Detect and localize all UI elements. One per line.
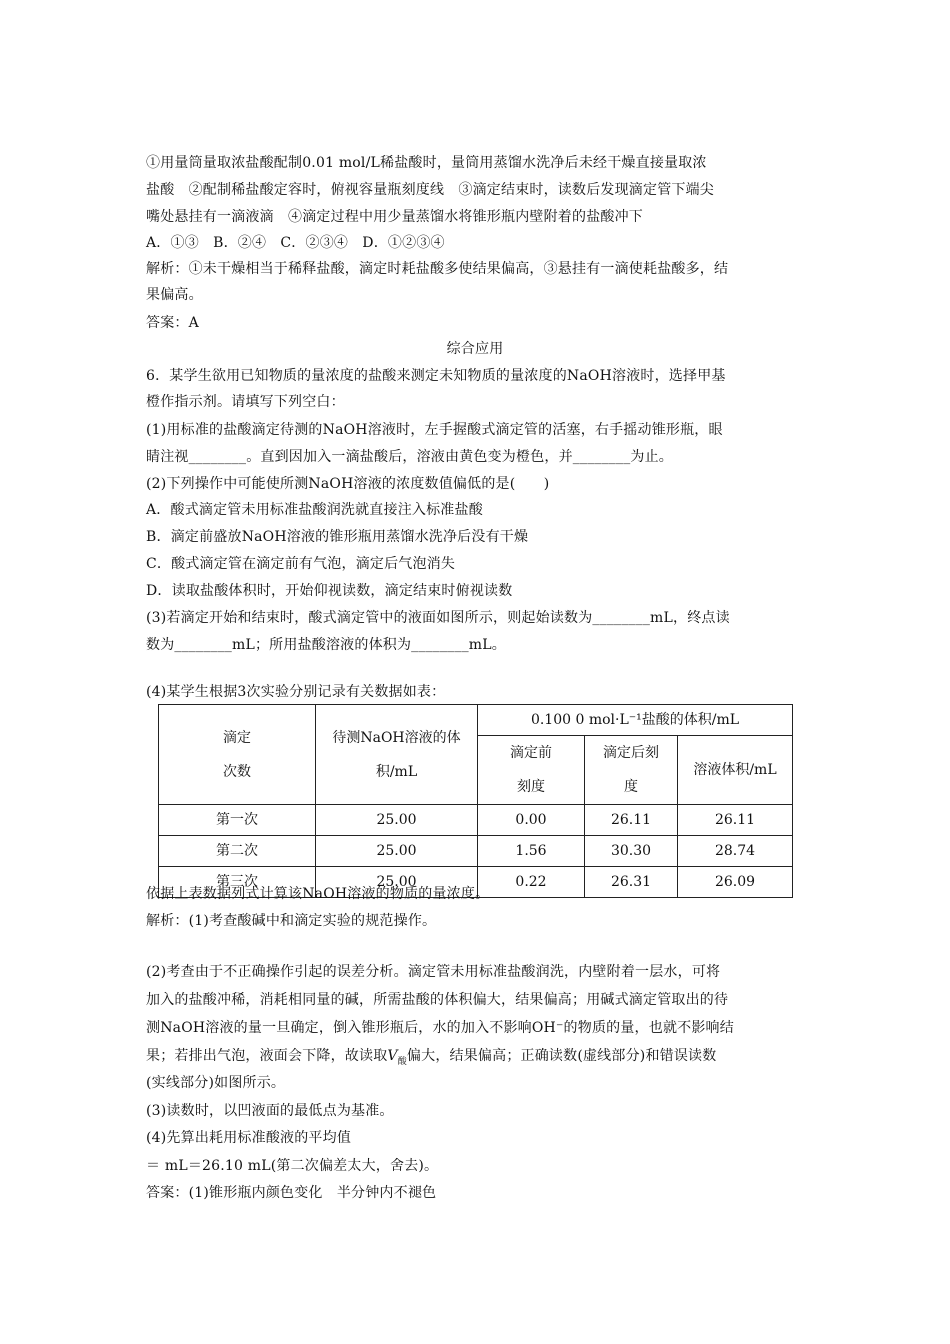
- option-a: A．酸式滴定管未用标准盐酸润洗就直接注入标准盐酸: [146, 502, 483, 518]
- header-naoh-volume: 待测NaOH溶液的体 积/mL: [316, 705, 478, 805]
- question-line: 橙作指示剂。请填写下列空白：: [146, 394, 345, 410]
- answer-line: 答案：(1)锥形瓶内颜色变化 半分钟内不褪色: [146, 1185, 437, 1201]
- question-line: (1)用标准的盐酸滴定待测的NaOH溶液时，左手握酸式滴定管的活塞，右手摇动锥形瓶，眼: [146, 422, 723, 438]
- header-before: 滴定前 刻度: [478, 736, 585, 805]
- cell-before: 1.56: [478, 836, 585, 867]
- question-line: 睛注视________。直到因加入一滴盐酸后，溶液由黄色变为橙色，并________为止。: [146, 449, 673, 465]
- text-line: ①用量筒量取浓盐酸配制0.01 mol/L稀盐酸时，量筒用蒸馏水洗净后未经干燥直接量取浓: [146, 155, 707, 171]
- text-line: 嘴处悬挂有一滴液滴 ④滴定过程中用少量蒸馏水将锥形瓶内壁附着的盐酸冲下: [146, 209, 643, 225]
- question-line: (4)某学生根据3次实验分别记录有关数据如表：: [146, 684, 446, 700]
- cell-after: 30.30: [585, 836, 678, 867]
- analysis-line: ＝ mL＝26.10 mL(第二次偏差太大，舍去)。: [146, 1158, 439, 1174]
- cell-volume: 28.74: [678, 836, 793, 867]
- cell-after: 26.31: [585, 867, 678, 898]
- analysis-line: 加入的盐酸冲稀，消耗相同量的碱，所需盐酸的体积偏大，结果偏高；用碱式滴定管取出的待: [146, 992, 729, 1008]
- text-line: 解析：①未干燥相当于稀释盐酸，滴定时耗盐酸多使结果偏高，③悬挂有一滴使耗盐酸多，结: [146, 261, 729, 277]
- header-trial: 滴定 次数: [159, 705, 316, 805]
- header-after: 滴定后刻 度: [585, 736, 678, 805]
- question-line: (3)若滴定开始和结束时，酸式滴定管中的液面如图所示，则起始读数为________mL，终点读: [146, 610, 730, 626]
- question-line: (2)下列操作中可能使所测NaOH溶液的浓度数值偏低的是( ): [146, 476, 550, 492]
- cell-trial: 第一次: [159, 805, 316, 836]
- answer-line: 答案：A: [146, 315, 199, 331]
- option-b: B．滴定前盛放NaOH溶液的锥形瓶用蒸馏水洗净后没有干燥: [146, 529, 529, 545]
- text-line: 果偏高。: [146, 287, 203, 303]
- cell-after: 26.11: [585, 805, 678, 836]
- cell-volume: 26.09: [678, 867, 793, 898]
- analysis-line: 测NaOH溶液的量一旦确定，倒入锥形瓶后，水的加入不影响OH⁻的物质的量，也就不影响结: [146, 1020, 734, 1036]
- variable-subscript: 酸: [397, 1056, 407, 1067]
- data-table: [158, 704, 793, 898]
- section-heading: 综合应用: [446, 341, 504, 357]
- variable-v: V: [387, 1048, 398, 1064]
- option-c: C．酸式滴定管在滴定前有气泡，滴定后气泡消失: [146, 556, 456, 572]
- analysis-line: (3)读数时，以凹液面的最低点为基准。: [146, 1103, 394, 1119]
- cell-volume: 26.11: [678, 805, 793, 836]
- analysis-line: (4)先算出耗用标准酸液的平均值: [146, 1130, 352, 1146]
- question-line: 依据上表数据列式计算该NaOH溶液的物质的量浓度。: [146, 886, 490, 902]
- header-hcl-volume: 0.100 0 mol·L⁻¹盐酸的体积/mL: [478, 705, 793, 736]
- question-line: 6．某学生欲用已知物质的量浓度的盐酸来测定未知物质的量浓度的NaOH溶液时，选择甲基: [146, 368, 726, 384]
- header-solution-volume: 溶液体积/mL: [678, 736, 793, 805]
- cell-naoh: 25.00: [316, 836, 478, 867]
- analysis-line: (实线部分)如图所示。: [146, 1075, 286, 1091]
- cell-trial: 第三次: [159, 867, 316, 898]
- text-line: 盐酸 ②配制稀盐酸定容时，俯视容量瓶刻度线 ③滴定结束时，读数后发现滴定管下端尖: [146, 182, 714, 198]
- question-line: 数为________mL；所用盐酸溶液的体积为________mL。: [146, 637, 506, 653]
- cell-naoh: 25.00: [316, 805, 478, 836]
- analysis-line: 果；若排出气泡，液面会下降，故读取$V_酸$偏大，结果偏高；正确读数(虚线部分)和错误读数: [146, 1048, 717, 1067]
- cell-trial: 第二次: [159, 836, 316, 867]
- analysis-line: 解析：(1)考查酸碱中和滴定实验的规范操作。: [146, 913, 437, 929]
- answer-options: A．①③ B．②④ C．②③④ D．①②③④: [146, 235, 445, 251]
- cell-before: 0.22: [478, 867, 585, 898]
- cell-naoh: 25.00: [316, 867, 478, 898]
- table-row: [159, 805, 793, 836]
- cell-before: 0.00: [478, 805, 585, 836]
- table-row: [159, 836, 793, 867]
- option-d: D．读取盐酸体积时，开始仰视读数，滴定结束时俯视读数: [146, 583, 513, 599]
- analysis-line: (2)考查由于不正确操作引起的误差分析。滴定管未用标准盐酸润洗，内壁附着一层水，可将: [146, 964, 721, 980]
